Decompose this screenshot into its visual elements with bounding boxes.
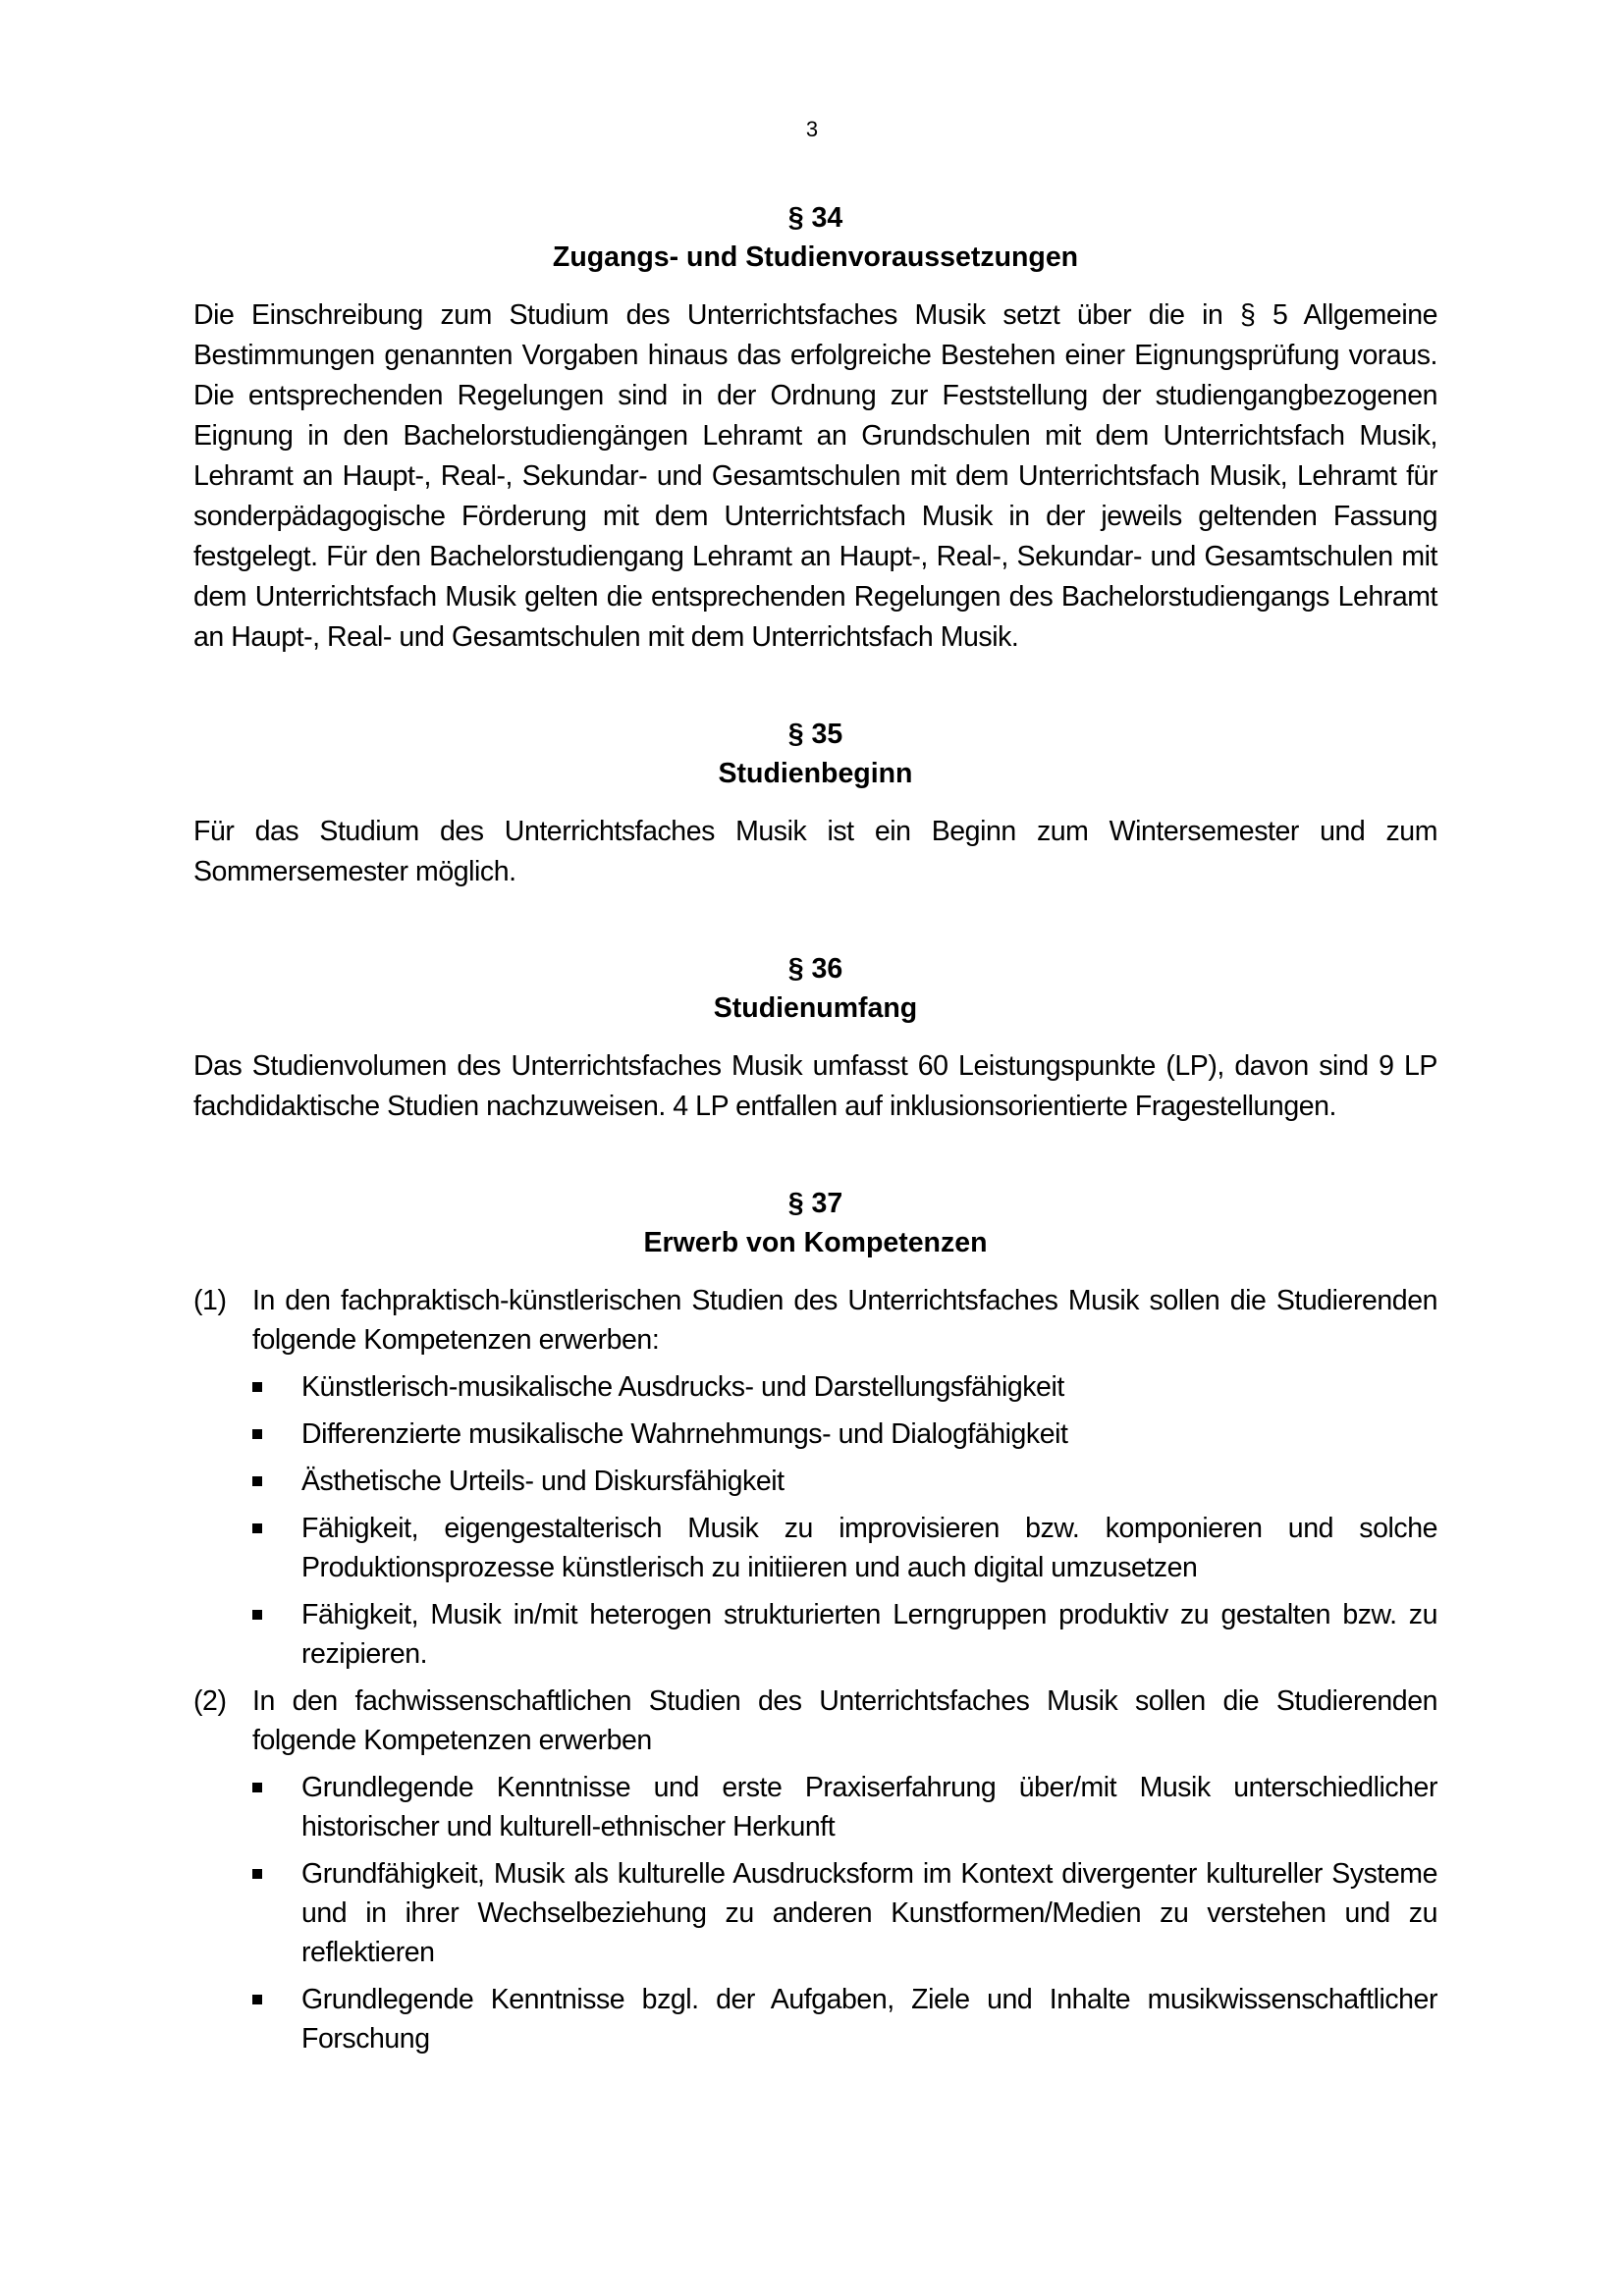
bullet-list (252, 1367, 1437, 1674)
section-number: § 34 (787, 202, 843, 234)
item-text: In den fachwissenschaftlichen Studien des Unterrichtsfaches Musik sollen die Studierenden folgende Kompetenzen erwerben (252, 1685, 1437, 1756)
square-bullet-icon (252, 1783, 262, 1792)
section-title: Erwerb von Kompetenzen (643, 1227, 988, 1258)
section-spacer (193, 658, 1437, 715)
bullet-text: Fähigkeit, eigengestalterisch Musik zu improvisieren bzw. komponieren und solche Produktionsprozesse künstlerisch zu initiieren und auch digital umzusetzen (301, 1513, 1437, 1583)
square-bullet-icon (252, 1995, 262, 2004)
bullet-item (252, 1509, 1437, 1587)
numbered-list (193, 1281, 1437, 2058)
section-36 (193, 949, 1437, 1127)
bullet-text: Künstlerisch-musikalische Ausdrucks- und Darstellungsfähigkeit (301, 1371, 1064, 1403)
section-paragraph: Die Einschreibung zum Studium des Unterrichtsfaches Musik setzt über die in § 5 Allgemeine Bestimmungen genannten Vorgaben hinaus das erfolgreiche Bestehen einer Eignungsprüfung voraus. Die entsprechenden Regelungen sind in der Ordnung zur Feststellung der studiengangbezogenen Eignung in den Bachelorstudiengängen Lehramt an Grundschulen mit dem Unterrichtsfach Musik, Lehramt an Haupt-, Real-, Sekundar- und Gesamtschulen mit dem Unterrichtsfach Musik, Lehramt für sonderpädagogische Förderung mit dem Unterrichtsfach Musik in der jeweils geltenden Fassung festgelegt. Für den Bachelorstudiengang Lehramt an Haupt-, Real-, Sekundar- und Gesamtschulen mit dem Unterrichtsfach Musik gelten die entsprechenden Regelungen des Bachelorstudiengangs Lehramt an Haupt-, Real- und Gesamtschulen mit dem Unterrichtsfach Musik. (193, 299, 1437, 653)
section-title: Studienbeginn (718, 758, 913, 789)
bullet-text: Fähigkeit, Musik in/mit heterogen strukturierten Lerngruppen produktiv zu gestalten bzw. zu rezipieren. (301, 1599, 1437, 1670)
page-content (193, 198, 1437, 2066)
square-bullet-icon (252, 1429, 262, 1439)
bullet-item (252, 1415, 1437, 1454)
section-number: § 35 (787, 719, 843, 750)
bullet-item (252, 1462, 1437, 1501)
item-number: (2) (193, 1685, 227, 1717)
section-number: § 37 (787, 1188, 843, 1219)
square-bullet-icon (252, 1869, 262, 1879)
bullet-text: Grundfähigkeit, Musik als kulturelle Ausdrucksform im Kontext divergenter kultureller Systeme und in ihrer Wechselbeziehung zu anderen Kunstformen/Medien zu verstehen und zu reflektieren (301, 1858, 1437, 1968)
bullet-item (252, 1854, 1437, 1972)
section-title: Zugangs- und Studienvoraussetzungen (552, 241, 1079, 273)
section-paragraph: Für das Studium des Unterrichtsfaches Musik ist ein Beginn zum Wintersemester und zum Sommersemester möglich. (193, 816, 1437, 887)
bullet-text: Grundlegende Kenntnisse und erste Praxiserfahrung über/mit Musik unterschiedlicher historischer und kulturell-ethnischer Herkunft (301, 1772, 1437, 1842)
item-number: (1) (193, 1285, 227, 1316)
section-37 (193, 1184, 1437, 2058)
bullet-item (252, 1367, 1437, 1407)
section-34 (193, 198, 1437, 658)
section-35 (193, 715, 1437, 892)
square-bullet-icon (252, 1476, 262, 1486)
page-number: 3 (805, 117, 819, 141)
section-title: Studienumfang (713, 992, 918, 1024)
bullet-item (252, 1980, 1437, 2058)
item-text: In den fachpraktisch-künstlerischen Studien des Unterrichtsfaches Musik sollen die Studierenden folgende Kompetenzen erwerben: (252, 1285, 1437, 1356)
bullet-text: Grundlegende Kenntnisse bzgl. der Aufgaben, Ziele und Inhalte musikwissenschaftlicher Forschung (301, 1984, 1437, 2055)
bullet-text: Ästhetische Urteils- und Diskursfähigkeit (301, 1466, 785, 1497)
numbered-item (193, 1682, 1437, 2058)
square-bullet-icon (252, 1610, 262, 1620)
bullet-item (252, 1768, 1437, 1846)
section-number: § 36 (787, 953, 843, 985)
square-bullet-icon (252, 1523, 262, 1533)
numbered-item (193, 1281, 1437, 1674)
section-paragraph: Das Studienvolumen des Unterrichtsfaches Musik umfasst 60 Leistungspunkte (LP), davon sind 9 LP fachdidaktische Studien nachzuweisen. 4 LP entfallen auf inklusionsorientierte Fragestellungen. (193, 1050, 1437, 1122)
bullet-list (252, 1768, 1437, 2058)
bullet-item (252, 1595, 1437, 1674)
section-spacer (193, 1127, 1437, 1184)
section-spacer (193, 892, 1437, 949)
square-bullet-icon (252, 1382, 262, 1392)
bullet-text: Differenzierte musikalische Wahrnehmungs- und Dialogfähigkeit (301, 1418, 1068, 1450)
